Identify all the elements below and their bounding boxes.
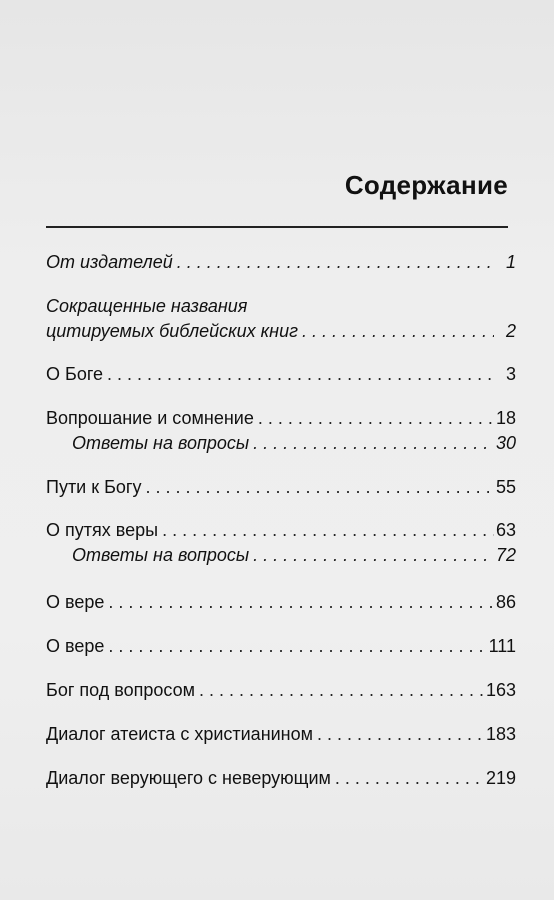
toc-entry-title: От издателей (46, 252, 173, 272)
dot-leader (253, 543, 494, 567)
page-title: Содержание (344, 170, 508, 200)
toc-entry[interactable] (46, 319, 516, 343)
toc-entry-title: О путях веры (46, 520, 159, 540)
toc-subentry[interactable] (46, 543, 516, 567)
dot-leader (162, 518, 494, 542)
dot-leader (302, 319, 494, 343)
dot-leader (335, 766, 486, 790)
toc-entry-title: Диалог атеиста с христианином (46, 724, 314, 744)
dot-leader (107, 362, 494, 386)
title-divider (46, 226, 508, 228)
toc-entry-title: О вере (46, 592, 105, 612)
toc-entry-title: Бог под вопросом (46, 680, 195, 700)
toc-entry-title: Ответы на вопросы (72, 433, 250, 453)
dot-leader (258, 406, 494, 430)
toc-subentry[interactable] (46, 431, 516, 455)
toc-entry-title: О Боге (46, 364, 104, 384)
toc-entry[interactable] (46, 518, 516, 542)
dot-leader (108, 634, 488, 658)
dot-leader (253, 431, 494, 455)
toc-entry-title: Вопрошание и сомнение (46, 408, 254, 428)
dot-leader (317, 722, 486, 746)
toc-entry-page: 163 (485, 680, 516, 700)
toc-entry[interactable] (46, 250, 516, 274)
toc-entry-page: 111 (488, 636, 516, 656)
toc-entry[interactable] (46, 362, 516, 386)
toc-entry-page: 86 (495, 592, 516, 612)
toc-entry-page: 183 (485, 724, 516, 744)
toc-entry-page: 3 (505, 364, 516, 384)
toc-entry[interactable] (46, 678, 516, 702)
toc-entry-title: Диалог верующего с неверующим (46, 768, 331, 788)
toc-entry-page: 30 (495, 433, 516, 453)
toc-entry[interactable] (46, 406, 516, 430)
toc-entry[interactable] (46, 475, 516, 499)
toc-entry-page: 63 (495, 520, 516, 540)
dot-leader (108, 590, 494, 614)
toc-entry-title: Сокращенные названия (46, 296, 248, 316)
toc-entry-line[interactable] (46, 294, 516, 318)
toc-entry-page: 2 (505, 321, 516, 341)
toc-entry-title: Ответы на вопросы (72, 545, 250, 565)
toc-entry-page: 1 (505, 252, 516, 272)
dot-leader (146, 475, 494, 499)
toc-entry-page: 18 (495, 408, 516, 428)
toc-entry[interactable] (46, 722, 516, 746)
toc-entry-page: 219 (485, 768, 516, 788)
toc-entry-title: О вере (46, 636, 105, 656)
toc-entry[interactable] (46, 766, 516, 790)
toc-entry-title: Пути к Богу (46, 477, 142, 497)
toc-entry[interactable] (46, 590, 516, 614)
toc-entry[interactable] (46, 634, 516, 658)
dot-leader (177, 250, 494, 274)
toc-entry-page: 72 (495, 545, 516, 565)
dot-leader (199, 678, 486, 702)
toc-entry-title: цитируемых библейских книг (46, 321, 298, 341)
toc-entry-page: 55 (495, 477, 516, 497)
